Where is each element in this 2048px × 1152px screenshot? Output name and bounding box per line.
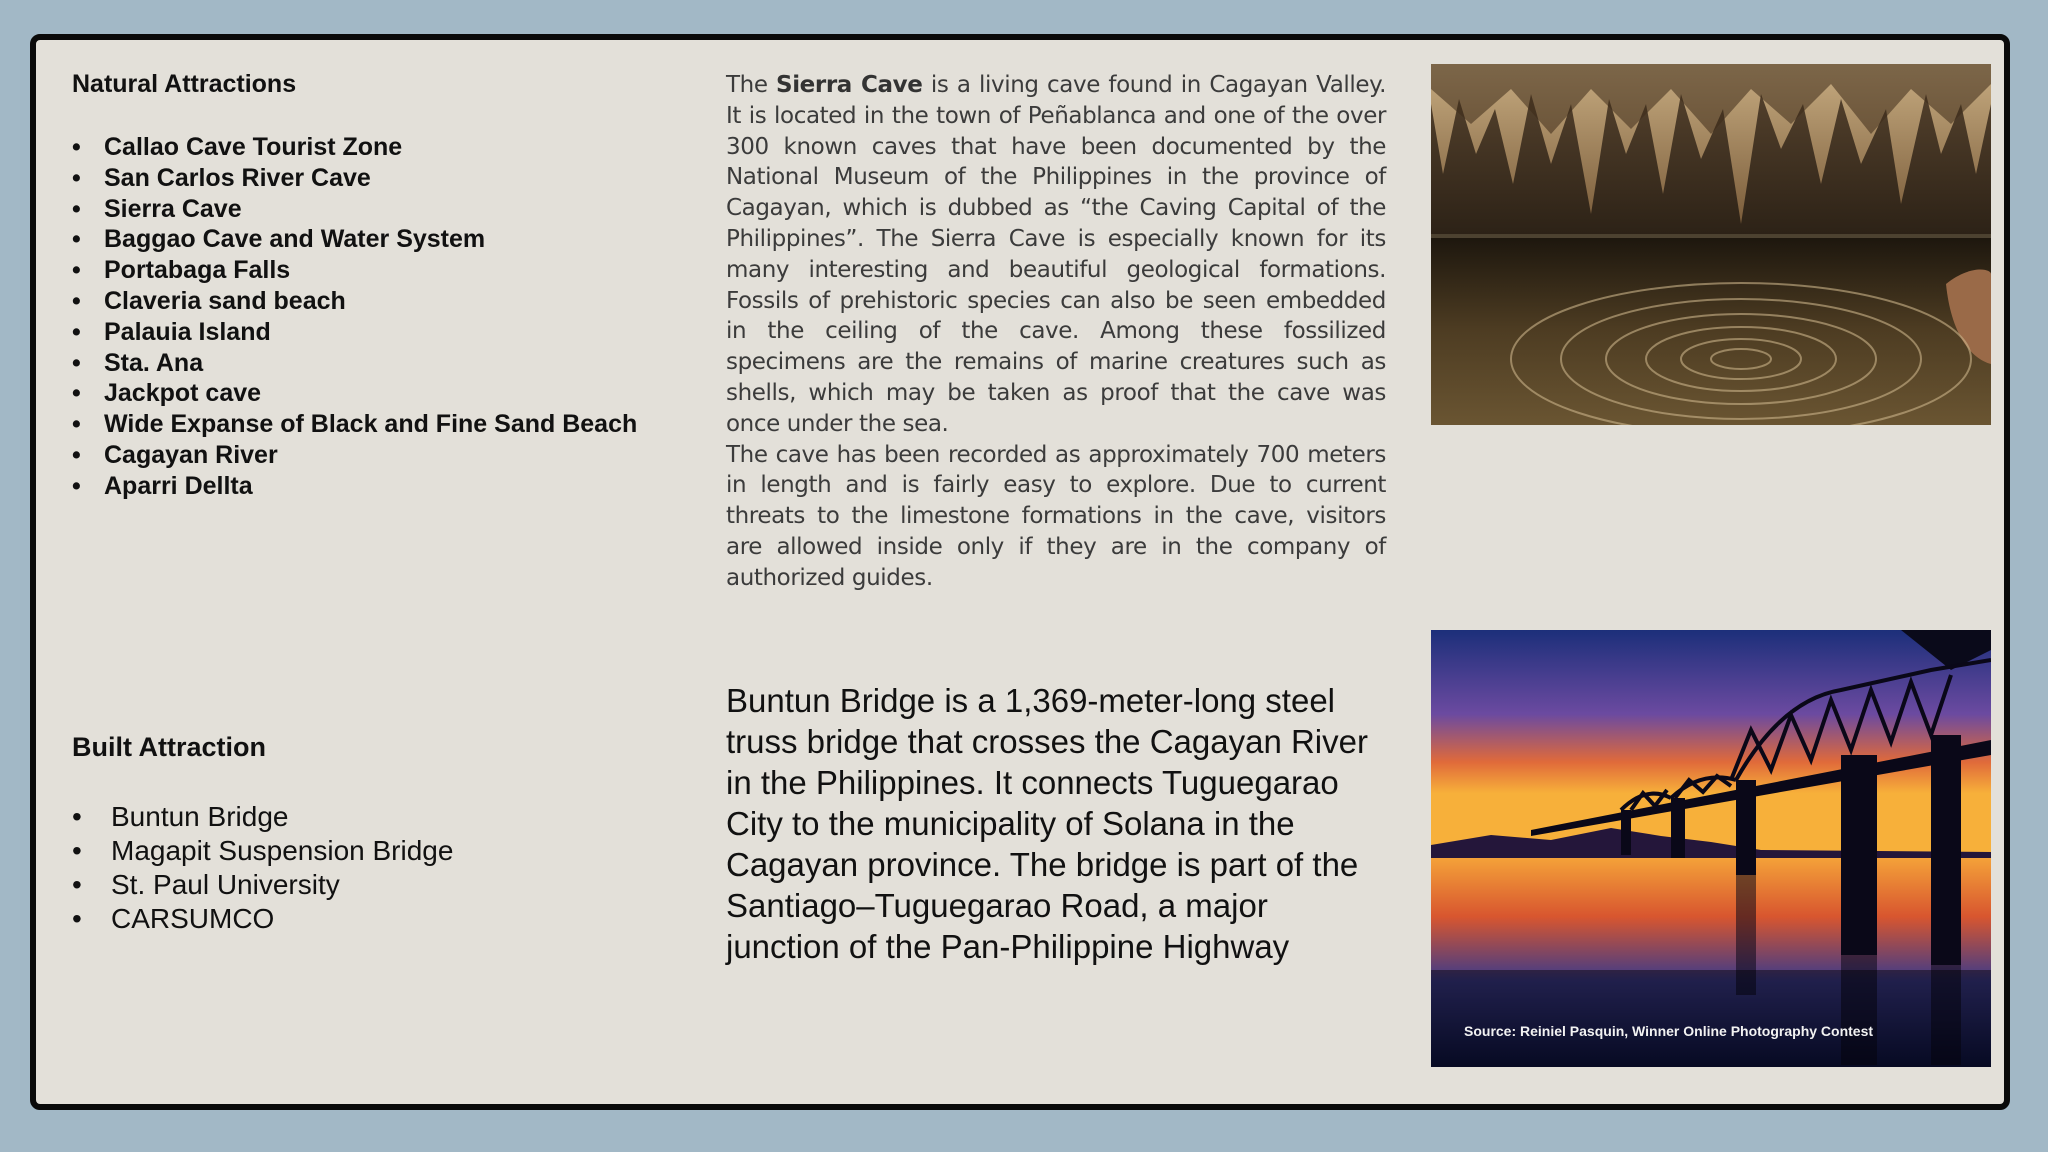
bullet-icon: • (72, 163, 81, 192)
bullet-icon: • (72, 835, 82, 866)
bullet-icon: • (72, 869, 82, 900)
cave-photo-graphic (1431, 64, 1991, 425)
cave-name: Sierra Cave (776, 72, 923, 98)
cave-paragraph-2: The cave has been recorded as approximately 700 meters in length and is fairly easy to explore. Due to current threats to the limestone formations in the cave, visitors are allowed inside only if they are in the company of authorized guides. (726, 441, 1386, 591)
natural-attraction-item (72, 255, 637, 286)
natural-attraction-item-label: Cagayan River (104, 440, 278, 469)
cave-intro-text: The (726, 72, 777, 98)
photo-credit: Source: Reiniel Pasquin, Winner Online Photography Contest (1464, 1023, 1874, 1039)
bullet-icon: • (72, 348, 81, 377)
bullet-icon: • (72, 379, 81, 408)
sierra-cave-description (726, 70, 1386, 594)
natural-attraction-item-label: Palauia Island (104, 317, 271, 346)
built-attraction-item-label: Magapit Suspension Bridge (111, 835, 454, 866)
natural-attraction-item (72, 317, 637, 348)
natural-attraction-item-label: San Carlos River Cave (104, 163, 371, 192)
buntun-bridge-photo (1431, 630, 1991, 1067)
bullet-icon: • (72, 256, 81, 285)
bullet-icon: • (72, 225, 81, 254)
built-attraction-item (72, 902, 453, 936)
bullet-icon: • (72, 440, 81, 469)
bullet-icon: • (72, 286, 81, 315)
cave-paragraph-1-text: is a living cave found in Cagayan Valley. It is located in the town of Peñablanca and one of the over 300 known caves that have been documented by the National Museum of the Philippines in the province of Cagayan, which is dubbed as “the Caving Capital of the Philippines”. The Sierra Cave is especially known for its many interesting and beautiful geological formations. Fossils of prehistoric species can also be seen embedded in the ceiling of the cave. Among these fossilized specimens are the remains of marine creatures such as shells, which may be taken as proof that the cave was once under the sea. (726, 72, 1386, 437)
natural-attraction-item (72, 286, 637, 317)
built-attraction-item-label: Buntun Bridge (111, 801, 289, 832)
built-attraction-item-label: CARSUMCO (111, 903, 275, 934)
bridge-photo-graphic (1431, 630, 1991, 1067)
natural-attraction-item-label: Wide Expanse of Black and Fine Sand Beach (104, 410, 638, 439)
built-attraction-item (72, 834, 453, 868)
natural-attraction-item (72, 224, 637, 255)
natural-attraction-item-label: Portabaga Falls (104, 256, 291, 285)
built-attraction-heading: Built Attraction (72, 732, 266, 762)
built-attraction-item-label: St. Paul University (111, 869, 340, 900)
built-attraction-list (72, 800, 453, 936)
bullet-icon: • (72, 133, 81, 161)
buntun-bridge-description: Buntun Bridge is a 1,369-meter-long steel truss bridge that crosses the Cagayan River in the Philippines. It connects Tuguegarao City to the municipality of Solana in the Cagayan province. The bridge is part of the Santiago–Tuguegarao Road, a major junction of the Pan-Philippine Highway (726, 682, 1368, 965)
natural-attraction-item (72, 132, 637, 163)
bullet-icon: • (72, 903, 82, 934)
natural-attraction-item-label: Aparri Dellta (104, 471, 253, 500)
natural-attractions-list (72, 132, 637, 502)
sierra-cave-photo (1431, 64, 1991, 425)
natural-attraction-item-label: Sta. Ana (104, 348, 204, 377)
natural-attraction-item (72, 163, 637, 194)
bullet-icon: • (72, 471, 81, 500)
bullet-icon: • (72, 317, 81, 346)
natural-attraction-item-label: Baggao Cave and Water System (104, 225, 486, 254)
natural-attraction-item (72, 409, 637, 440)
bullet-icon: • (72, 194, 81, 223)
bullet-icon: • (72, 410, 81, 439)
built-attraction-item (72, 800, 453, 834)
bullet-icon: • (72, 801, 82, 832)
slide (30, 34, 2010, 1110)
natural-attractions-heading: Natural Attractions (72, 70, 297, 98)
cave-paragraph-1 (726, 70, 1386, 440)
natural-attraction-item (72, 440, 637, 471)
built-attraction-item (72, 868, 453, 902)
natural-attraction-item-label: Sierra Cave (104, 194, 242, 223)
natural-attraction-item (72, 194, 637, 225)
natural-attraction-item (72, 378, 637, 409)
natural-attraction-item-label: Claveria sand beach (104, 286, 346, 315)
natural-attraction-item (72, 471, 637, 502)
natural-attraction-item-label: Callao Cave Tourist Zone (104, 133, 403, 161)
natural-attraction-item (72, 348, 637, 379)
natural-attraction-item-label: Jackpot cave (104, 379, 262, 408)
